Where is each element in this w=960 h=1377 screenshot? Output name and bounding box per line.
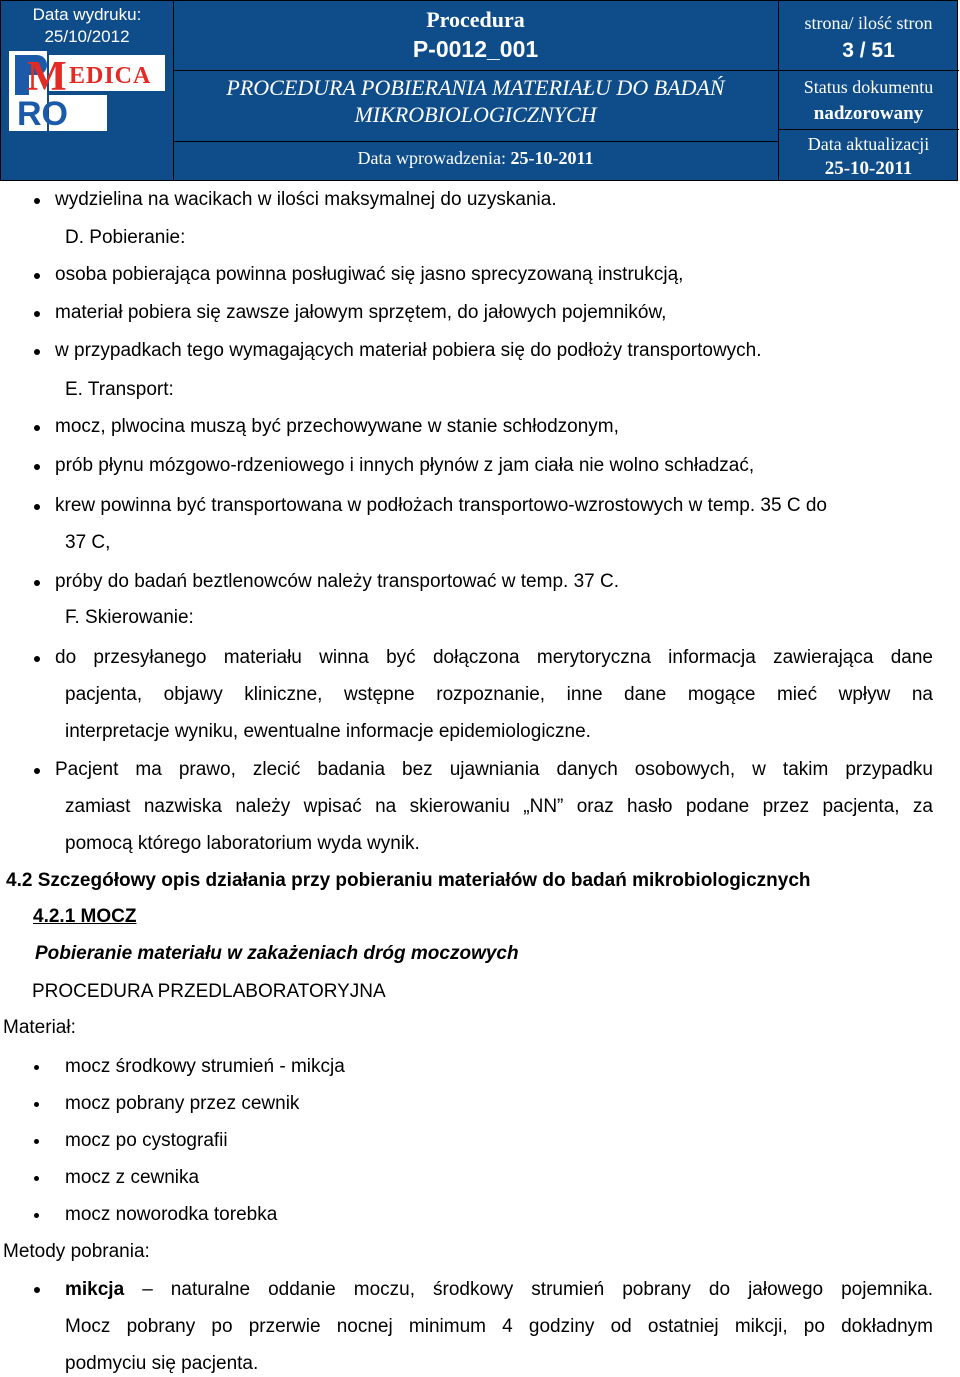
list-item-continued: zamiast nazwiska należy wpisać na skierowaniu „NN” oraz hasło podane przez pacjenta, za bbox=[65, 796, 933, 817]
header-divider bbox=[778, 129, 959, 130]
subheading: Pobieranie materiału w zakażeniach dróg moczowych bbox=[35, 943, 519, 964]
list-item-continued: 37 C, bbox=[65, 532, 111, 553]
methods-label: Metody pobrania: bbox=[3, 1241, 150, 1262]
pre-lab-heading: PROCEDURA PRZEDLABORATORYJNA bbox=[32, 981, 386, 1002]
status-value: nadzorowany bbox=[813, 103, 924, 124]
material-item: mocz noworodka torebka bbox=[65, 1204, 278, 1225]
bullet bbox=[34, 580, 40, 586]
section-heading-4-2-1: 4.2.1 MOCZ bbox=[33, 906, 137, 927]
bullet bbox=[34, 504, 40, 510]
bullet bbox=[34, 273, 40, 279]
list-item: w przypadkach tego wymagających materiał pobiera się do podłoży transportowych. bbox=[55, 340, 762, 361]
update-value: 25-10-2011 bbox=[824, 158, 913, 179]
page-value: 3 / 51 bbox=[842, 39, 895, 62]
list-item: do przesyłanego materiału winna być dołączona merytoryczna informacja zawierająca dane bbox=[55, 647, 933, 668]
logo-text-top: EDICA bbox=[69, 63, 152, 89]
bullet bbox=[34, 198, 40, 204]
print-date: 25/10/2012 bbox=[44, 27, 130, 46]
list-item: prób płynu mózgowo-rdzeniowego i innych płynów z jam ciała nie wolno schładzać, bbox=[55, 455, 755, 476]
list-item-continued: pacjenta, objawy kliniczne, wstępne rozpoznanie, inne dane mogące mieć wpływ na bbox=[65, 684, 933, 705]
material-item: mocz po cystografii bbox=[65, 1130, 228, 1151]
procedure-title-line1: PROCEDURA POBIERANIA MATERIAŁU DO BADAŃ bbox=[226, 75, 725, 100]
bullet bbox=[34, 1176, 39, 1181]
bullet bbox=[34, 1102, 39, 1107]
procedure-label: Procedura bbox=[426, 7, 525, 32]
method-item-continued: podmyciu się pacjenta. bbox=[65, 1353, 259, 1374]
bullet bbox=[34, 311, 40, 317]
intro-date-value: 25-10-2011 bbox=[510, 148, 594, 168]
list-item: Pacjent ma prawo, zlecić badania bez ujawniania danych osobowych, w takim przypadku bbox=[55, 759, 933, 780]
bullet bbox=[34, 1213, 39, 1218]
section-heading-f: F. Skierowanie: bbox=[65, 607, 194, 628]
bullet bbox=[34, 349, 40, 355]
method-item-continued: Mocz pobrany po przerwie nocnej minimum 4 godziny od ostatniej mikcji, po dokładnym bbox=[65, 1316, 933, 1337]
list-item: próby do badań beztlenowców należy transportować w temp. 37 C. bbox=[55, 571, 619, 592]
list-item: mocz, plwocina muszą być przechowywane w stanie schłodzonym, bbox=[55, 416, 619, 437]
section-heading-4-2: 4.2 Szczegółowy opis działania przy pobieraniu materiałów do badań mikrobiologicznych bbox=[6, 870, 811, 891]
status-label: Status dokumentu bbox=[803, 77, 934, 97]
procedure-code: P-0012_001 bbox=[412, 36, 539, 62]
bullet bbox=[34, 656, 40, 662]
bullet bbox=[34, 1287, 40, 1293]
medica-logo bbox=[7, 45, 167, 140]
bullet bbox=[34, 768, 40, 774]
header-divider bbox=[778, 70, 959, 71]
intro-date bbox=[173, 148, 778, 169]
list-item: wydzielina na wacikach w ilości maksymalnej do uzyskania. bbox=[55, 189, 557, 210]
logo-text-bottom: RO bbox=[17, 95, 68, 133]
header-divider bbox=[173, 70, 778, 71]
material-label: Materiał: bbox=[3, 1017, 76, 1038]
material-item: mocz pobrany przez cewnik bbox=[65, 1093, 300, 1114]
list-item: osoba pobierająca powinna posługiwać się jasno sprecyzowaną instrukcją, bbox=[55, 264, 684, 285]
method-term: mikcja bbox=[65, 1279, 125, 1300]
intro-date-label: Data wprowadzenia: bbox=[357, 148, 506, 168]
bullet bbox=[34, 464, 40, 470]
list-item: materiał pobiera się zawsze jałowym sprzętem, do jałowych pojemników, bbox=[55, 302, 667, 323]
material-item: mocz środkowy strumień - mikcja bbox=[65, 1056, 345, 1077]
list-item: krew powinna być transportowana w podłożach transportowo-wzrostowych w temp. 35 C do bbox=[55, 495, 827, 516]
section-heading-e: E. Transport: bbox=[65, 379, 174, 400]
method-item bbox=[65, 1279, 933, 1301]
method-description: – naturalne oddanie moczu, środkowy strumień pobrany do jałowego pojemnika. bbox=[142, 1279, 933, 1300]
section-heading-d: D. Pobieranie: bbox=[65, 227, 186, 248]
update-label: Data aktualizacji bbox=[807, 134, 930, 154]
bullet bbox=[34, 425, 40, 431]
list-item-continued: pomocą którego laboratorium wyda wynik. bbox=[65, 833, 420, 854]
list-item-continued: interpretacje wyniku, ewentualne informacje epidemiologiczne. bbox=[65, 721, 591, 742]
print-date-label: Data wydruku: bbox=[32, 5, 142, 24]
page-label: strona/ ilość stron bbox=[804, 13, 933, 33]
document-header bbox=[0, 0, 958, 181]
procedure-title-line2: MIKROBIOLOGICZNYCH bbox=[354, 102, 597, 127]
logo-letter-m: M bbox=[27, 54, 67, 100]
material-item: mocz z cewnika bbox=[65, 1167, 200, 1188]
bullet bbox=[34, 1139, 39, 1144]
bullet bbox=[34, 1065, 39, 1070]
header-divider bbox=[173, 141, 778, 142]
